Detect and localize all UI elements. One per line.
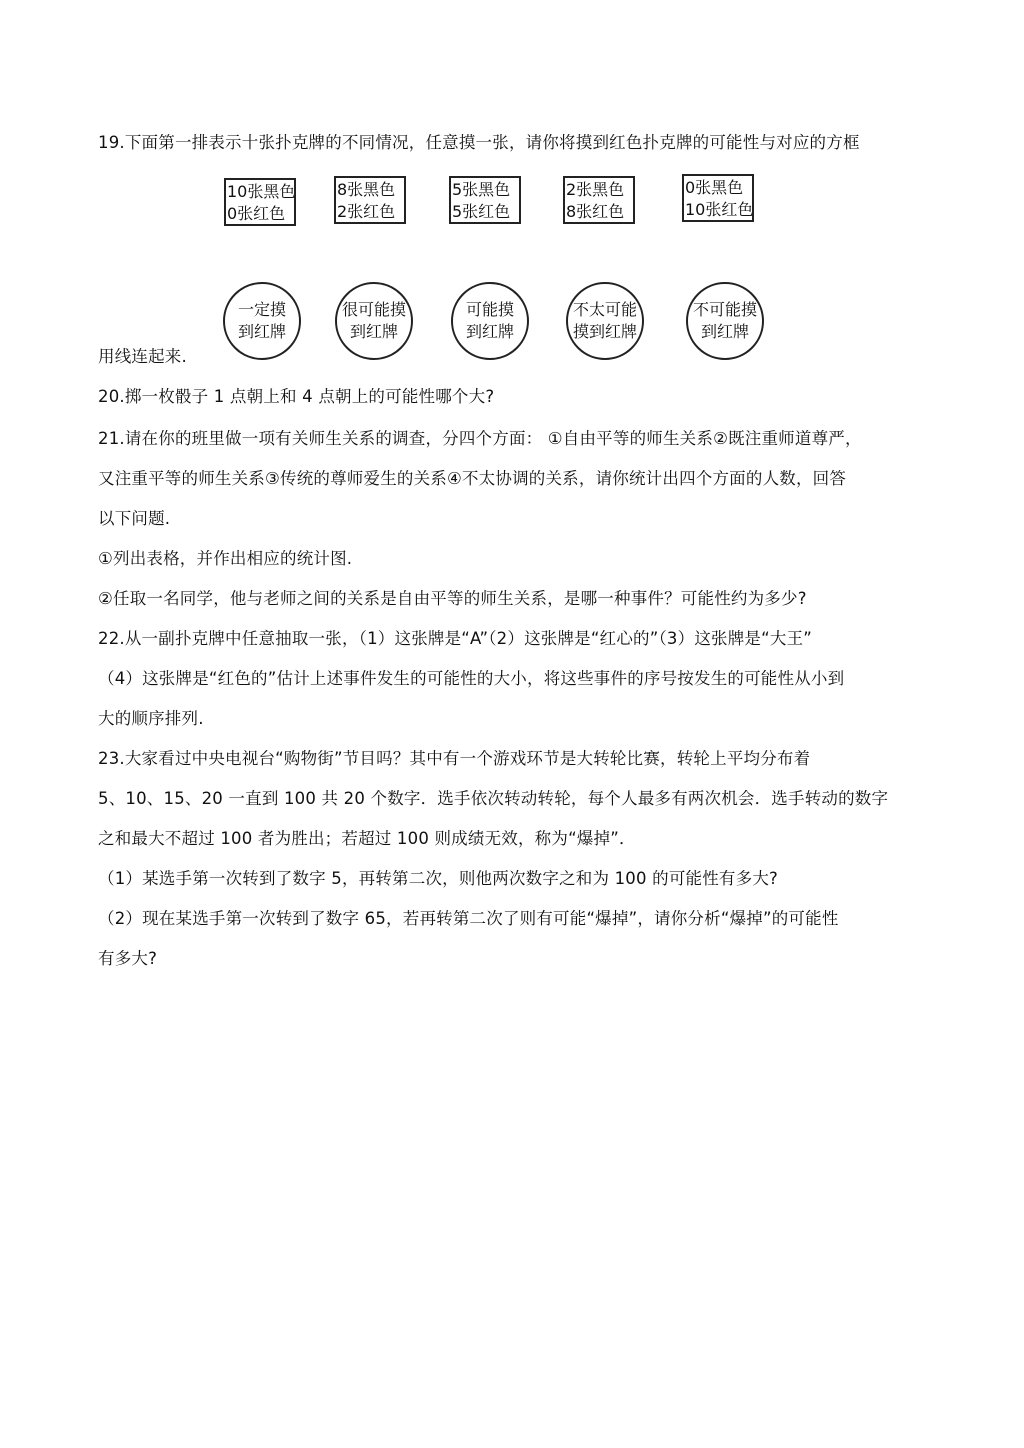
q23-sub1: （1）某选手第一次转到了数字 5，再转第二次，则他两次数字之和为 100 的可能性有多大? (98, 869, 778, 888)
card-red-count: 0张红色 (227, 204, 286, 223)
card-box-5[interactable] (682, 174, 754, 222)
circle-label-line1: 可能摸 (465, 300, 514, 319)
q21-line2: 又注重平等的师生关系③传统的尊师爱生的关系④不太协调的关系，请你统计出四个方面的人数，回答 (98, 469, 847, 488)
card-black-count: 10张黑色 (227, 182, 296, 201)
q23-line2: 5、10、15、20 一直到 100 共 20 个数字．选手依次转动转轮，每个人最多有两次机会．选手转动的数字 (98, 789, 889, 808)
q22-line3: 大的顺序排列. (98, 709, 204, 728)
circle-label-line2: 到红牌 (465, 322, 514, 341)
q23-sub2-line2: 有多大? (98, 949, 158, 968)
card-box-1[interactable] (224, 178, 296, 226)
card-red-count: 2张红色 (337, 202, 396, 221)
circle-label-line1: 一定摸 (237, 300, 286, 319)
circle-option-4[interactable] (566, 282, 644, 360)
circle-option-5[interactable] (686, 282, 764, 360)
circle-label-line1: 不太可能 (572, 300, 637, 319)
card-red-count: 10张红色 (685, 200, 754, 219)
card-box-4[interactable] (563, 176, 635, 224)
q22-line2: （4）这张牌是“红色的”估计上述事件发生的可能性的大小，将这些事件的序号按发生的可能性从小到 (98, 669, 845, 688)
card-black-count: 8张黑色 (337, 180, 396, 199)
q21-sub2: ②任取一名同学，他与老师之间的关系是自由平等的师生关系，是哪一种事件？可能性约为多少? (98, 589, 807, 608)
q22-line1: 22.从一副扑克牌中任意抽取一张，（1）这张牌是“A”（2）这张牌是“红心的”（3）这张牌是“大王” (98, 629, 813, 648)
circle-label-line2: 摸到红牌 (572, 322, 637, 341)
q21-line1: 21.请在你的班里做一项有关师生关系的调查，分四个方面： ①自由平等的师生关系②既注重师道尊严， (98, 429, 862, 448)
circle-option-1[interactable] (223, 282, 301, 360)
q21-sub1: ①列出表格，并作出相应的统计图. (98, 549, 353, 568)
circle-option-2[interactable] (335, 282, 413, 360)
card-box-2[interactable] (334, 176, 406, 224)
circle-label-line2: 到红牌 (237, 322, 286, 341)
circle-option-3[interactable] (451, 282, 529, 360)
circle-label-line2: 到红牌 (700, 322, 749, 341)
card-box-3[interactable] (449, 176, 521, 224)
q23-sub2-line1: （2）现在某选手第一次转到了数字 65，若再转第二次了则有可能“爆掉”，请你分析“爆掉”的可能性 (98, 909, 839, 928)
circle-label-line1: 很可能摸 (341, 300, 406, 319)
q19-intro: 19.下面第一排表示十张扑克牌的不同情况，任意摸一张，请你将摸到红色扑克牌的可能性与对应的方框 (98, 133, 860, 152)
card-black-count: 0张黑色 (685, 178, 744, 197)
circle-label-line2: 到红牌 (349, 322, 398, 341)
q21-line3: 以下问题. (98, 509, 171, 528)
q19-outro: 用线连起来. (98, 347, 187, 366)
card-red-count: 8张红色 (566, 202, 625, 221)
card-black-count: 5张黑色 (452, 180, 511, 199)
q23-line3: 之和最大不超过 100 者为胜出；若超过 100 则成绩无效，称为“爆掉”． (98, 829, 636, 848)
card-black-count: 2张黑色 (566, 180, 625, 199)
circle-label-line1: 不可能摸 (692, 300, 757, 319)
card-red-count: 5张红色 (452, 202, 511, 221)
q23-line1: 23.大家看过中央电视台“购物街”节目吗？其中有一个游戏环节是大转轮比赛，转轮上平均分布着 (98, 749, 811, 768)
q20-text: 20.掷一枚骰子 1 点朝上和 4 点朝上的可能性哪个大? (98, 387, 495, 406)
